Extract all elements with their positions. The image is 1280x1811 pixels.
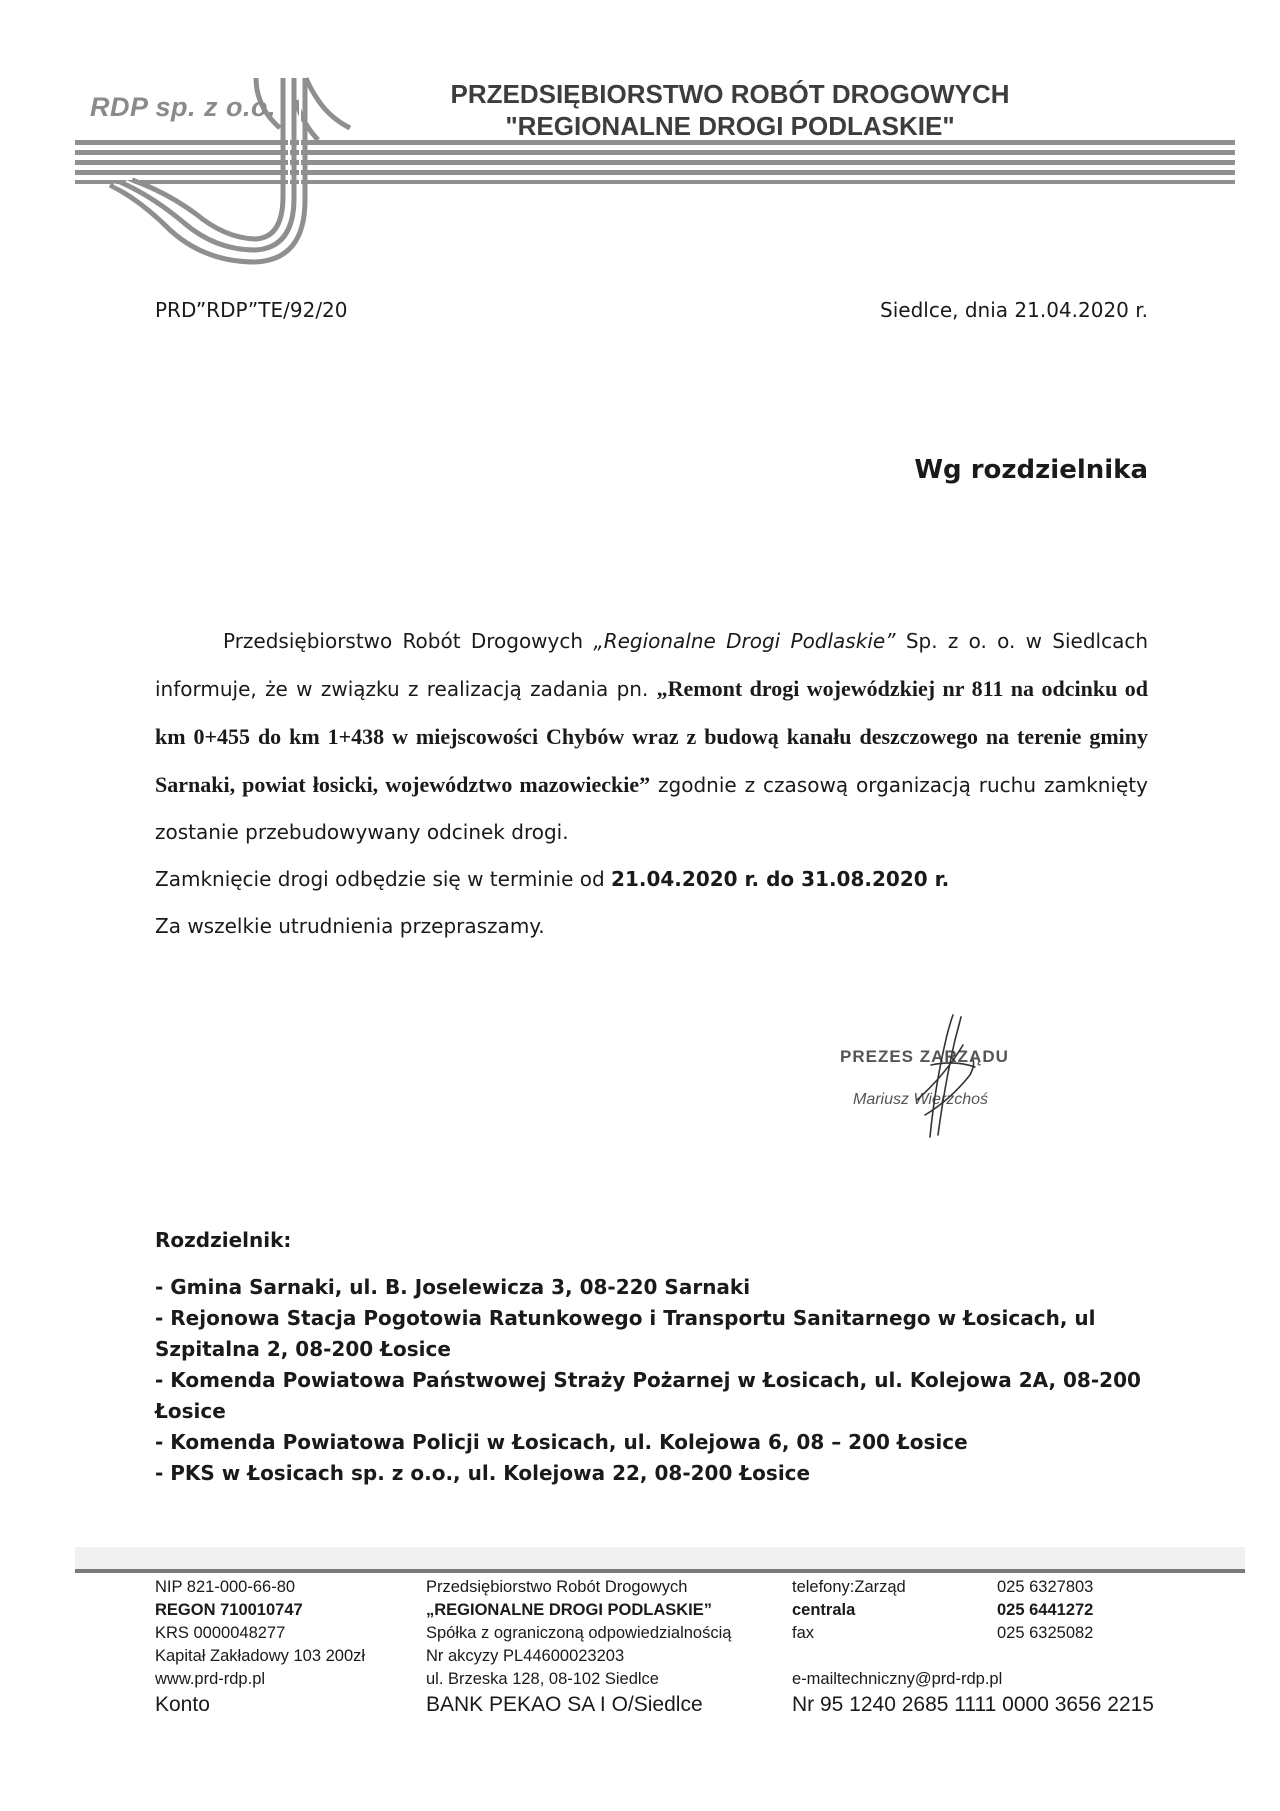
footer-company-name: Przedsiębiorstwo Robót Drogowych: [426, 1578, 688, 1596]
letter-body: [155, 618, 1148, 950]
paragraph-closure-dates: [155, 856, 1148, 903]
footer-company-form: Spółka z ograniczoną odpowiedzialnością: [426, 1624, 732, 1642]
task-name: „Remont drogi wojewódzkiej nr 811 na odcinku od km 0+455 do km 1+438 w miejscowości Chybów wraz z budową kanału deszczowego na terenie gminy Sarnaki, powiat łosicki, województwo mazowieckie”: [155, 676, 1148, 797]
footer-regon: REGON 710010747: [155, 1601, 303, 1619]
footer-fax: 025 6325082: [997, 1624, 1094, 1642]
footer-phone-board-label: telefony:Zarząd: [792, 1578, 906, 1596]
distribution-item: - Komenda Powiatowa Państwowej Straży Pożarnej w Łosicach, ul. Kolejowa 2A, 08-200 Łosice: [155, 1368, 1141, 1423]
footer-address: ul. Brzeska 128, 08-102 Siedlce: [426, 1670, 659, 1688]
distribution-title: Rozdzielnik:: [155, 1228, 292, 1252]
stamp-title: PREZES ZARZĄDU: [840, 1047, 1009, 1066]
company-name-italic: „Regionalne Drogi Podlaskie”: [593, 629, 896, 653]
distribution-items: [155, 1272, 1155, 1489]
brand-logo-text: RDP sp. z o.o.: [90, 92, 277, 122]
footer-capital: Kapitał Zakładowy 103 200zł: [155, 1647, 366, 1665]
company-title-line1: PRZEDSIĘBIORSTWO ROBÓT DROGOWYCH: [450, 79, 1010, 109]
footer-company-info: [426, 1576, 731, 1719]
letterhead: [0, 0, 1280, 270]
footer-phone-central-label: centrala: [792, 1601, 856, 1619]
announcement-continuation: zgodnie z czasową organizacją ruchu zamknięty zostanie przebudowywany odcinek drogi.: [155, 773, 1148, 844]
footer-account-number: Nr 95 1240 2685 1111 0000 3656 2215: [792, 1693, 1154, 1716]
distribution-item: - PKS w Łosicach sp. z o.o., ul. Kolejowa 22, 08-200 Łosice: [155, 1461, 811, 1485]
letter-reference: PRD”RDP”TE/92/20: [155, 298, 348, 322]
footer-contact-values: [997, 1576, 1093, 1645]
footer-company-ids: [155, 1576, 365, 1719]
footer-contact-labels: [792, 1576, 1154, 1719]
paragraph-announcement: [155, 618, 1148, 856]
footer-company-quoted: „REGIONALNE DROGI PODLASKIE”: [426, 1601, 713, 1619]
distribution-item: - Gmina Sarnaki, ul. B. Joselewicza 3, 08-220 Sarnaki: [155, 1275, 751, 1299]
footer-krs: KRS 0000048277: [155, 1624, 286, 1642]
paragraph-apology: Za wszelkie utrudnienia przepraszamy.: [155, 914, 545, 938]
footer-website: www.prd-rdp.pl: [155, 1670, 266, 1688]
distribution-item: - Rejonowa Stacja Pogotowia Ratunkowego i Transportu Sanitarnego w Łosicach, ul Szpitalna 2, 08-200 Łosice: [155, 1306, 1096, 1361]
footer-phone-board: 025 6327803: [997, 1578, 1094, 1596]
footer-nip: NIP 821-000-66-80: [155, 1578, 296, 1596]
footer-bank: BANK PEKAO SA I O/Siedlce: [426, 1693, 703, 1716]
distribution-list: [155, 1225, 1155, 1489]
distribution-item: - Komenda Powiatowa Policji w Łosicach, ul. Kolejowa 6, 08 – 200 Łosice: [155, 1430, 968, 1454]
footer-excise: Nr akcyzy PL44600023203: [426, 1647, 625, 1665]
announcement-text: Sp. z o. o. w Siedlcach informuje, że w związku z realizacją zadania pn.: [155, 629, 1149, 701]
footer-email: e-mailtechniczny@prd-rdp.pl: [792, 1670, 1003, 1688]
footer-konto-label: Konto: [155, 1693, 210, 1716]
footer-spacer: [792, 1645, 1154, 1668]
signature-stamp: [835, 1005, 1035, 1145]
footer-fax-label: fax: [792, 1624, 815, 1642]
handwritten-signature-icon: [835, 1005, 1035, 1145]
company-title: [420, 78, 1040, 142]
closure-text: Zamknięcie drogi odbędzie się w terminie od: [155, 867, 612, 891]
letter-addressee: Wg rozdzielnika: [914, 455, 1148, 485]
letter-place-date: Siedlce, dnia 21.04.2020 r.: [880, 298, 1148, 322]
stamp-name: Mariusz Wierzchoś: [853, 1091, 988, 1108]
company-title-line2: "REGIONALNE DROGI PODLASKIE": [505, 111, 955, 141]
closure-dates: 21.04.2020 r. do 31.08.2020 r.: [611, 867, 950, 891]
footer-phone-central: 025 6441272: [997, 1601, 1094, 1619]
company-name-text: Przedsiębiorstwo Robót Drogowych: [223, 629, 594, 653]
